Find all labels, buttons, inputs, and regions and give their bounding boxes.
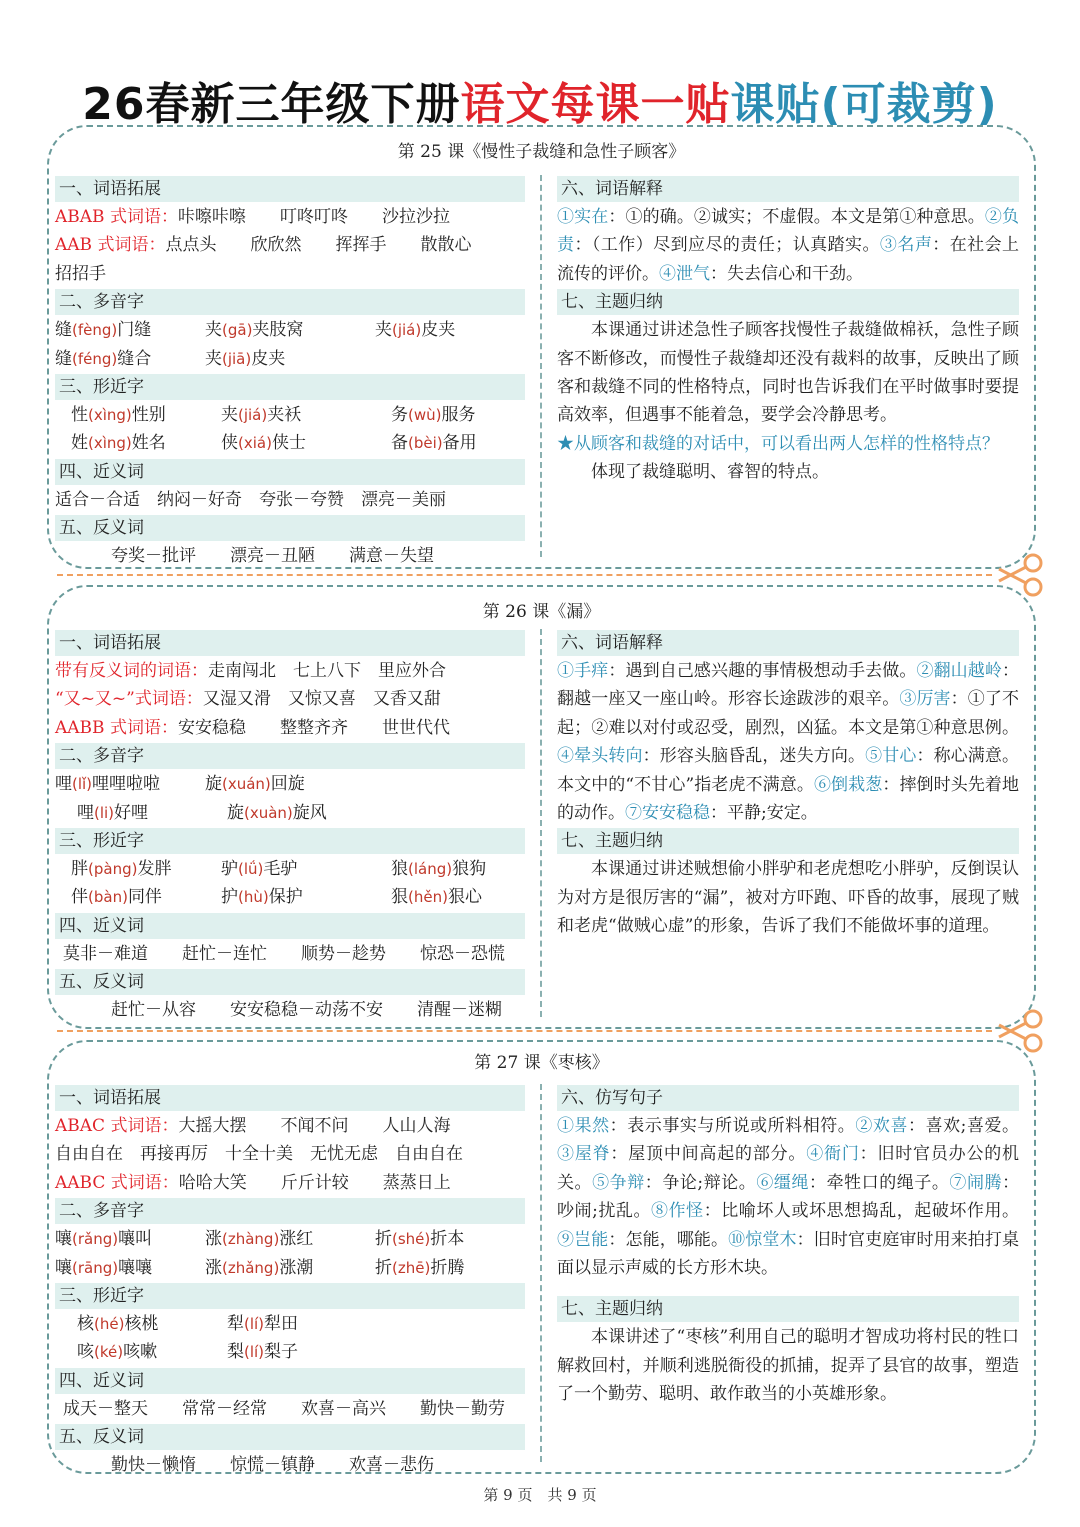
pinyin: (xìng) <box>88 405 132 424</box>
explain-text: ：旧时官吏庭审时用来拍打桌面以显示声威的长方形木块。 <box>557 1229 1020 1279</box>
right-column <box>557 629 1019 941</box>
char-word: 服务 <box>441 404 476 425</box>
antonyms-line: 赶忙－从容 安安稳稳－动荡不安 清醒－迷糊 <box>111 1000 502 1021</box>
char: 梨 <box>227 1342 244 1363</box>
word-ext-words: 招招手 <box>55 263 106 284</box>
explain-word: 缰绳 <box>773 1172 810 1193</box>
char: 犁 <box>227 1313 244 1334</box>
explain-text: ：怎能，哪能。 <box>608 1229 729 1250</box>
char-word: 核桃 <box>124 1313 159 1334</box>
section-heading: 四、近义词 <box>55 1368 525 1394</box>
char-group <box>391 883 521 911</box>
char-line <box>55 855 525 883</box>
char-group <box>77 1310 227 1338</box>
explain-number: ⑩ <box>728 1229 746 1250</box>
explain-text: ：比喻坏人或坏思想捣乱，起破坏作用。 <box>703 1201 1020 1222</box>
char-word: 涨潮 <box>279 1257 314 1278</box>
section-heading: 六、仿写句子 <box>557 1085 1019 1111</box>
char-word: 折本 <box>430 1229 465 1250</box>
char: 旋 <box>227 802 244 823</box>
char-line <box>55 1338 525 1366</box>
char-line <box>55 770 525 798</box>
char: 缝 <box>55 348 72 369</box>
scissors-icon <box>995 1005 1047 1057</box>
char-line <box>55 799 525 827</box>
char-word: 门缝 <box>117 320 152 341</box>
explain-number: ⑨ <box>557 1229 575 1250</box>
char-word: 狠心 <box>447 887 482 908</box>
explain-number: ② <box>984 207 1003 227</box>
column-divider <box>540 1084 542 1462</box>
char-word: 侠士 <box>271 433 306 454</box>
char-word: 回旋 <box>270 774 305 795</box>
section-heading: 二、多音字 <box>55 289 525 315</box>
char-word: 哩哩啦啦 <box>92 774 161 795</box>
explain-text: ：争论;辩论。 <box>644 1172 757 1193</box>
char-group <box>77 1338 227 1366</box>
explain-word: 实在 <box>574 207 609 227</box>
explain-text: ：①了不起；②难以对付或忍受，剧烈，凶猛。本文是第①种意思例。 <box>557 689 1020 738</box>
char-group <box>221 429 391 457</box>
char-line <box>55 883 525 911</box>
pinyin: (hěn) <box>408 888 448 907</box>
summary-text: 本课通过讲述急性子顾客找慢性子裁缝做棉袄，急性子顾客不断修改，而慢性子裁缝却还没有裁料的故事，反映出了顾客和裁缝不同的性格特点，同时也告诉我们在平时做事时要提高效率，但遇事不能着急，要学会冷静思考。 <box>557 320 1019 426</box>
explain-text: ：（工作）尽到应尽的责任；认真踏实。 <box>574 235 880 256</box>
word-ext-label: AAB 式词语： <box>55 235 166 256</box>
char-word: 姓名 <box>131 433 166 454</box>
section-heading: 六、词语解释 <box>557 630 1019 656</box>
char-group <box>205 770 375 798</box>
lesson-title: 第 27 课《枣核》 <box>474 1053 609 1073</box>
char: 涨 <box>205 1257 222 1278</box>
explain-number: ④ <box>557 746 575 767</box>
explain-text: ：称心满意。本文中的“不甘心”指老虎不满意。 <box>557 746 1020 795</box>
char: 务 <box>391 404 408 425</box>
pinyin: (jiá) <box>392 321 422 340</box>
pinyin: (zhàng) <box>222 1230 280 1249</box>
scissors-icon <box>995 549 1047 601</box>
explain-number: ⑦ <box>625 803 642 824</box>
explain-number: ① <box>557 1116 575 1136</box>
char: 侠 <box>221 433 238 454</box>
char-group <box>55 1254 205 1282</box>
char-word: 夹袄 <box>267 404 302 425</box>
char-line <box>55 1254 525 1282</box>
word-ext-line <box>55 231 525 259</box>
char-word: 犁田 <box>264 1313 299 1334</box>
explain-word: 厉害 <box>916 689 951 710</box>
column-divider <box>540 175 542 557</box>
cut-line <box>57 574 992 576</box>
pinyin: (li) <box>94 803 115 822</box>
char: 夹 <box>205 320 222 341</box>
char-word: 发胖 <box>137 858 172 879</box>
explain-text: ：平静;安定。 <box>710 803 818 824</box>
char: 胖 <box>71 858 88 879</box>
explain-text: ：翻越一座又一座山岭。形容长途跋涉的艰辛。 <box>557 661 1020 710</box>
pinyin: (lí) <box>244 1314 265 1333</box>
synonyms-line: 莫非－难道 赶忙－连忙 顺势－趁势 惊恐－恐慌 <box>63 943 505 964</box>
char-word: 毛驴 <box>263 858 298 879</box>
char-group <box>391 429 521 457</box>
explain-text: ：吵闹;扰乱。 <box>557 1172 1020 1222</box>
char-group <box>227 1310 397 1338</box>
char-group <box>205 316 375 344</box>
pinyin: (pàng) <box>88 859 138 878</box>
explain-text: ：遇到自己感兴趣的事情极想动手去做。 <box>608 661 917 681</box>
pinyin: (wù) <box>408 405 442 424</box>
word-ext-label: “又~又~”式词语： <box>55 689 203 710</box>
explain-word: 泄气 <box>676 263 710 284</box>
explain-word: 衙门 <box>824 1144 860 1165</box>
char: 咳 <box>77 1342 94 1363</box>
char: 嚷 <box>55 1229 72 1250</box>
char-group <box>205 1225 375 1253</box>
pinyin: (jiá) <box>238 405 268 424</box>
summary <box>557 1323 1019 1408</box>
char: 夹 <box>375 320 392 341</box>
char-word: 咳嗽 <box>123 1342 158 1363</box>
question-text: ★从顾客和裁缝的对话中，可以看出两人怎样的性格特点？ <box>557 433 999 454</box>
word-ext-words: 点点头 欣欣然 挥挥手 散散心 <box>165 235 472 256</box>
char-group <box>221 883 391 911</box>
explain-word: 甘心 <box>882 746 917 767</box>
title-part3: 课贴(可裁剪) <box>730 79 998 130</box>
explain-text: ：在社会上流传的评价。 <box>557 235 1020 284</box>
char-group <box>55 345 205 373</box>
answer-text: 体现了裁缝聪明、睿智的特点。 <box>591 462 829 483</box>
explain-text: ：形容头脑昏乱，迷失方向。 <box>642 746 866 767</box>
char-group <box>71 429 221 457</box>
char-group <box>71 401 221 429</box>
pinyin: (hé) <box>94 1314 125 1333</box>
pinyin: (rāng) <box>72 1258 119 1277</box>
section-heading: 七、主题归纳 <box>557 828 1019 854</box>
antonyms-line: 勤快－懒惰 惊慌－镇静 欢喜－悲伤 <box>111 1455 434 1476</box>
explain-number: ④ <box>806 1144 825 1165</box>
section-heading: 三、形近字 <box>55 828 525 854</box>
word-ext-words: 自由自在 再接再厉 十全十美 无忧无虑 自由自在 <box>55 1144 463 1165</box>
char-group <box>221 401 391 429</box>
char-group <box>71 855 221 883</box>
explain-number: ⑦ <box>949 1172 967 1193</box>
explain-text: ：屋顶中间高起的部分。 <box>610 1144 807 1165</box>
explain-word: 名声 <box>897 235 933 256</box>
explain-number: ③ <box>899 689 917 710</box>
right-column <box>557 1084 1019 1409</box>
antonyms-line: 夸奖－批评 漂亮－丑陋 满意－失望 <box>111 546 434 567</box>
summary-text: 本课通过讲述贼想偷小胖驴和老虎想吃小胖驴，反倒误认为对方是很厉害的“漏”，被对方吓跑、吓昏的故事，展现了贼和老虎“做贼心虚”的形象，告诉了我们不能做坏事的道理。 <box>557 859 1019 937</box>
explain-word: 晕头转向 <box>574 746 643 767</box>
section-heading: 五、反义词 <box>55 1424 525 1450</box>
char: 夹 <box>205 348 222 369</box>
char-word: 涨红 <box>279 1229 314 1250</box>
char-word: 好哩 <box>114 802 149 823</box>
pinyin: (gā) <box>222 321 253 340</box>
char: 夹 <box>221 404 238 425</box>
char-word: 嚷嚷 <box>118 1257 153 1278</box>
column-divider <box>540 629 542 1017</box>
page-title <box>0 68 1080 132</box>
explain-number: ① <box>557 207 575 227</box>
pinyin: (shé) <box>392 1230 431 1249</box>
explain-number: ⑥ <box>756 1172 774 1193</box>
char-line <box>55 401 525 429</box>
char: 折 <box>375 1229 392 1250</box>
char: 折 <box>375 1257 392 1278</box>
char-word: 嚷叫 <box>118 1229 153 1250</box>
summary <box>557 316 1019 486</box>
char: 涨 <box>205 1229 222 1250</box>
word-ext-line <box>55 685 525 713</box>
section-heading: 一、词语拓展 <box>55 630 525 656</box>
char: 狼 <box>391 858 408 879</box>
summary-text: 本课讲述了“枣核”利用自己的聪明才智成功将村民的牲口解救回村，并顺利逃脱衙役的抓捕，捉弄了县官的故事，塑造了一个勤劳、聪明、敢作敢当的小英雄形象。 <box>557 1327 1019 1405</box>
section-heading: 三、形近字 <box>55 1283 525 1309</box>
section-heading: 五、反义词 <box>55 969 525 995</box>
lesson-title: 第 25 课《慢性子裁缝和急性子顾客》 <box>397 142 686 162</box>
char: 伴 <box>71 887 88 908</box>
char-group <box>55 1225 205 1253</box>
explain-number: ③ <box>879 235 898 256</box>
word-ext-label: ABAC 式词语： <box>55 1116 179 1136</box>
pinyin: (xuàn) <box>244 803 293 822</box>
char: 姓 <box>71 433 88 454</box>
pinyin: (xiá) <box>238 434 272 453</box>
char-word: 梨子 <box>264 1342 299 1363</box>
title-part1: 26春新三年级下册 <box>82 79 461 130</box>
pinyin: (bèi) <box>408 434 443 453</box>
pinyin: (lí) <box>244 1343 265 1362</box>
left-column <box>55 629 525 1025</box>
pinyin: (rǎng) <box>72 1230 119 1249</box>
char-word: 保护 <box>268 887 303 908</box>
explain-number: ⑧ <box>651 1201 669 1222</box>
explain-word: 安安稳稳 <box>642 803 710 824</box>
word-ext-label: 带有反义词的词语： <box>55 661 208 681</box>
char-line <box>55 429 525 457</box>
explain-text: ：①的确。②诚实；不虚假。本文是第①种意思。 <box>608 207 985 227</box>
explain-word: 手痒 <box>574 661 609 681</box>
char-group <box>227 799 397 827</box>
explanations <box>557 657 1019 827</box>
synonyms-line: 成天－整天 常常－经常 欢喜－高兴 勤快－勤劳 <box>63 1398 505 1419</box>
word-ext-line <box>55 1169 525 1197</box>
explanations <box>557 203 1019 288</box>
char-line <box>55 1225 525 1253</box>
char-word: 旋风 <box>292 802 327 823</box>
char: 狠 <box>391 887 408 908</box>
char-group <box>375 1225 505 1253</box>
explain-word: 屋脊 <box>574 1144 611 1165</box>
char-group <box>375 1254 505 1282</box>
word-ext-line <box>55 714 525 742</box>
section-heading: 四、近义词 <box>55 459 525 485</box>
section-heading: 七、主题归纳 <box>557 289 1019 315</box>
pinyin: (fèng) <box>72 321 118 340</box>
pinyin: (bàn) <box>88 888 128 907</box>
word-ext-words: 又湿又滑 又惊又喜 又香又甜 <box>202 689 441 710</box>
pinyin: (ké) <box>94 1343 124 1362</box>
word-ext-words: 哈哈大笑 斤斤计较 蒸蒸日上 <box>178 1172 451 1193</box>
section-heading: 五、反义词 <box>55 515 525 541</box>
char-line <box>55 1310 525 1338</box>
word-ext-line <box>55 203 525 231</box>
char-line <box>55 345 525 373</box>
explain-number: ③ <box>557 1144 575 1165</box>
word-ext-line <box>55 1140 525 1168</box>
lesson-title: 第 26 课《漏》 <box>482 602 601 622</box>
char: 哩 <box>77 802 94 823</box>
explain-text: ：摔倒时头先着地的动作。 <box>557 774 1020 824</box>
char-group <box>391 401 521 429</box>
char-group <box>205 1254 375 1282</box>
char-group <box>77 799 227 827</box>
explain-text: ：喜欢;喜爱。 <box>908 1116 1020 1136</box>
explain-word: 闹腾 <box>966 1172 1003 1193</box>
char-group <box>375 316 505 344</box>
title-part2: 语文每课一贴 <box>460 79 731 130</box>
char: 护 <box>221 887 238 908</box>
section-heading: 二、多音字 <box>55 1198 525 1224</box>
char-word: 皮夹 <box>421 320 456 341</box>
explain-word: 负责 <box>557 207 1020 256</box>
section-heading: 三、形近字 <box>55 374 525 400</box>
word-ext-label: ABAB 式词语： <box>55 207 178 227</box>
explain-word: 翻山越岭 <box>933 661 1003 681</box>
char: 缝 <box>55 320 72 341</box>
char: 驴 <box>221 858 238 879</box>
explain-word: 惊堂木 <box>745 1229 797 1250</box>
word-ext-label: AABC 式词语： <box>55 1172 179 1193</box>
explain-text: ：失去信心和干劲。 <box>710 263 863 284</box>
char-group <box>55 316 205 344</box>
char-word: 性别 <box>131 404 166 425</box>
pinyin: (xuán) <box>222 775 271 794</box>
char: 哩 <box>55 774 72 795</box>
char-word: 折腾 <box>430 1257 465 1278</box>
explain-text: ：旧时官员办公的机关。 <box>557 1144 1020 1193</box>
word-ext-label: AABB 式词语： <box>55 717 178 738</box>
word-ext-line <box>55 1112 525 1140</box>
explain-number: ② <box>916 661 934 681</box>
char-group <box>205 345 375 373</box>
char-group <box>55 770 205 798</box>
explanations <box>557 1112 1019 1282</box>
char: 嚷 <box>55 1257 72 1278</box>
word-ext-line <box>55 260 525 288</box>
word-ext-words: 安安稳稳 整整齐齐 世世代代 <box>177 717 450 738</box>
explain-text: ：牵牲口的绳子。 <box>809 1172 950 1193</box>
char: 备 <box>391 433 408 454</box>
explain-number: ④ <box>659 263 676 284</box>
page-footer: 第 9 页 共 9 页 <box>483 1486 597 1504</box>
section-heading: 一、词语拓展 <box>55 176 525 202</box>
char-word: 备用 <box>442 433 477 454</box>
char-word: 同伴 <box>127 887 162 908</box>
word-ext-line <box>55 657 525 685</box>
char-group <box>71 883 221 911</box>
right-column <box>557 175 1019 487</box>
pinyin: (hù) <box>238 888 269 907</box>
pinyin: (xìng) <box>88 434 132 453</box>
left-column <box>55 175 525 571</box>
section-heading: 七、主题归纳 <box>557 1296 1019 1322</box>
explain-number: ⑤ <box>865 746 883 767</box>
char-line <box>55 316 525 344</box>
lesson-card <box>47 585 1036 1029</box>
explain-word: 争辩 <box>609 1172 645 1193</box>
section-heading: 四、近义词 <box>55 913 525 939</box>
explain-word: 岂能 <box>574 1229 609 1250</box>
explain-number: ② <box>855 1116 873 1136</box>
char-group <box>227 1338 397 1366</box>
char-word: 皮夹 <box>251 348 286 369</box>
synonyms-line: 适合－合适 纳闷－好奇 夸张－夸赞 漂亮－美丽 <box>55 489 446 510</box>
word-ext-words: 走南闯北 七上八下 里应外合 <box>208 661 446 681</box>
pinyin: (láng) <box>408 859 453 878</box>
pinyin: (féng) <box>72 349 118 368</box>
char-word: 狼狗 <box>452 858 487 879</box>
char-group <box>221 855 391 883</box>
word-ext-words: 咔嚓咔嚓 叮咚叮咚 沙拉沙拉 <box>177 207 450 227</box>
lesson-card <box>47 125 1036 569</box>
char-group <box>391 855 521 883</box>
explain-number: ① <box>557 661 575 681</box>
explain-word: 欢喜 <box>872 1116 909 1136</box>
char: 旋 <box>205 774 222 795</box>
summary <box>557 855 1019 940</box>
explain-word: 作怪 <box>668 1201 704 1222</box>
explain-number: ⑤ <box>592 1172 610 1193</box>
char: 核 <box>77 1313 94 1334</box>
pinyin: (jiā) <box>222 349 252 368</box>
pinyin: (lǘ) <box>238 859 264 878</box>
char: 性 <box>71 404 88 425</box>
char-word: 缝合 <box>117 348 152 369</box>
section-heading: 六、词语解释 <box>557 176 1019 202</box>
pinyin: (lǐ) <box>72 775 93 794</box>
explain-text: ：表示事实与所说或所料相符。 <box>609 1116 856 1136</box>
explain-word: 果然 <box>574 1116 610 1136</box>
pinyin: (zhē) <box>392 1258 431 1277</box>
cut-line <box>57 1030 992 1032</box>
section-heading: 一、词语拓展 <box>55 1085 525 1111</box>
explain-number: ⑥ <box>813 774 832 795</box>
pinyin: (zhǎng) <box>222 1258 280 1277</box>
explain-word: 倒栽葱 <box>831 774 883 795</box>
section-heading: 二、多音字 <box>55 743 525 769</box>
lesson-card <box>47 1040 1036 1474</box>
word-ext-words: 大摇大摆 不闻不问 人山人海 <box>178 1116 451 1136</box>
char-word: 夹肢窝 <box>252 320 304 341</box>
left-column <box>55 1084 525 1480</box>
